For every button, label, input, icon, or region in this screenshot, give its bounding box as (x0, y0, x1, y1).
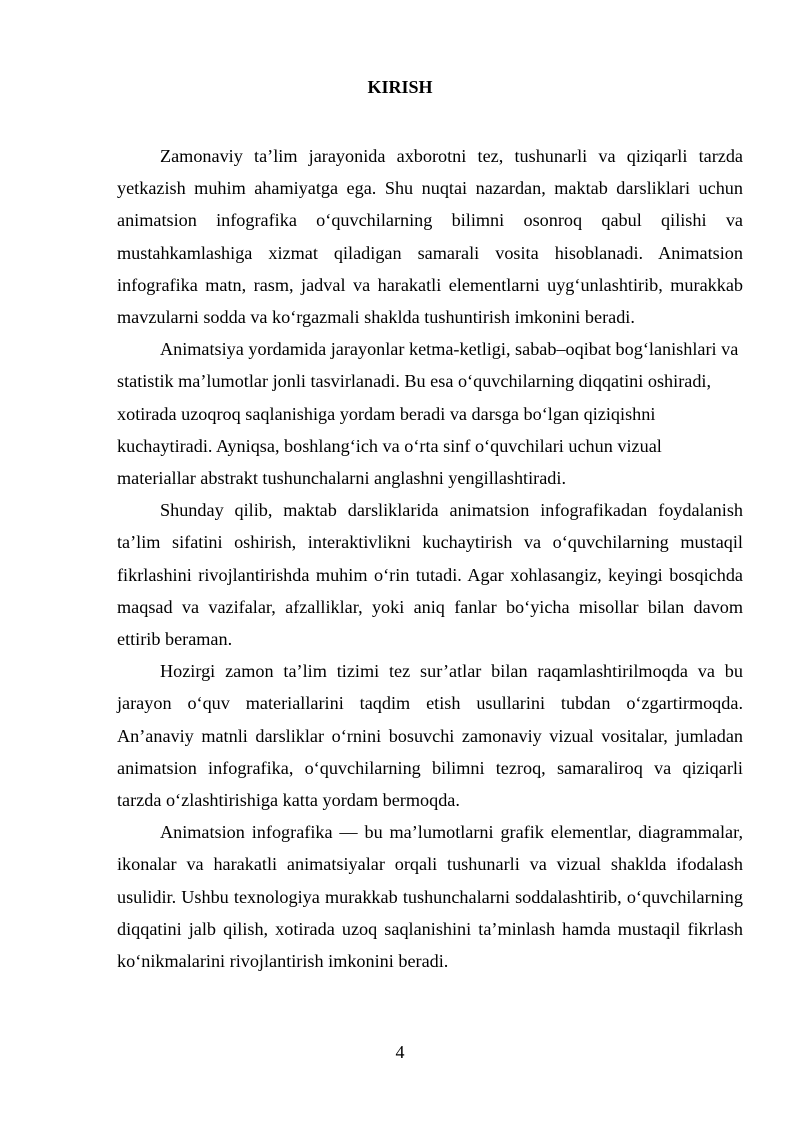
paragraph-definition: Animatsion infografika — bu ma’lumotlarni grafik elementlar, diagrammalar, ikonalar va harakatli animatsiyalar orqali tushunarli va vizual shaklda ifodalash usulidir. Ushbu texnologiya murakkab tushunchalarni soddalashtirib, o‘quvchilarning diqqatini jalb qilish, xotirada uzoq saqlanishini ta’minlash hamda mustaqil fikrlash ko‘nikmalarini rivojlantirish imkonini beradi. (117, 822, 743, 972)
paragraph-digitalization: Hozirgi zamon ta’lim tizimi tez sur’atlar bilan raqamlashtirilmoqda va bu jarayon o‘quv materiallarini taqdim etish usullarini tubdan o‘zgartirmoqda. An’anaviy matnli darsliklar o‘rnini bosuvchi zamonaviy vizual vositalar, jumladan animatsion infografika, o‘quvchilarning bilimni tezroq, samaraliroq va qiziqarli tarzda o‘zlashtirishiga katta yordam bermoqda. (117, 661, 743, 811)
document-body (117, 140, 743, 977)
paragraph-animation: Animatsiya yordamida jarayonlar ketma-ketligi, sabab–oqibat bog‘lanishlari va statistik ma’lumotlar jonli tasvirlanadi. Bu esa o‘quvchilarning diqqatini oshiradi, xotirada uzoqroq saqlanishiga yordam beradi va darsga bo‘lgan qiziqishni kuchaytiradi. Ayniqsa, boshlang‘ich va o‘rta sinf o‘quvchilari uchun vizual materiallar abstrakt tushunchalarni anglashni yengillashtiradi. (117, 339, 739, 489)
paragraph-intro: Zamonaviy ta’lim jarayonida axborotni tez, tushunarli va qiziqarli tarzda yetkazish muhim ahamiyatga ega. Shu nuqtai nazardan, maktab darsliklari uchun animatsion infografika o‘quvchilarning bilimni osonroq qabul qilishi va mustahkamlashiga xizmat qiladigan samarali vosita hisoblanadi. Animatsion infografika matn, rasm, jadval va harakatli elementlarni uyg‘unlashtirib, murakkab mavzularni sodda va ko‘rgazmali shaklda tushuntirish imkonini beradi. (117, 146, 743, 328)
page-number: 4 (395, 1042, 405, 1062)
paragraph-conclusion: Shunday qilib, maktab darsliklarida animatsion infografikadan foydalanish ta’lim sifatini oshirish, interaktivlikni kuchaytirish va o‘quvchilarning mustaqil fikrlashini rivojlantirishda muhim o‘rin tutadi. Agar xohlasangiz, keyingi bosqichda maqsad va vazifalar, afzalliklar, yoki aniq fanlar bo‘yicha misollar bilan davom ettirib beraman. (117, 500, 743, 650)
page-title: KIRISH (367, 77, 433, 97)
